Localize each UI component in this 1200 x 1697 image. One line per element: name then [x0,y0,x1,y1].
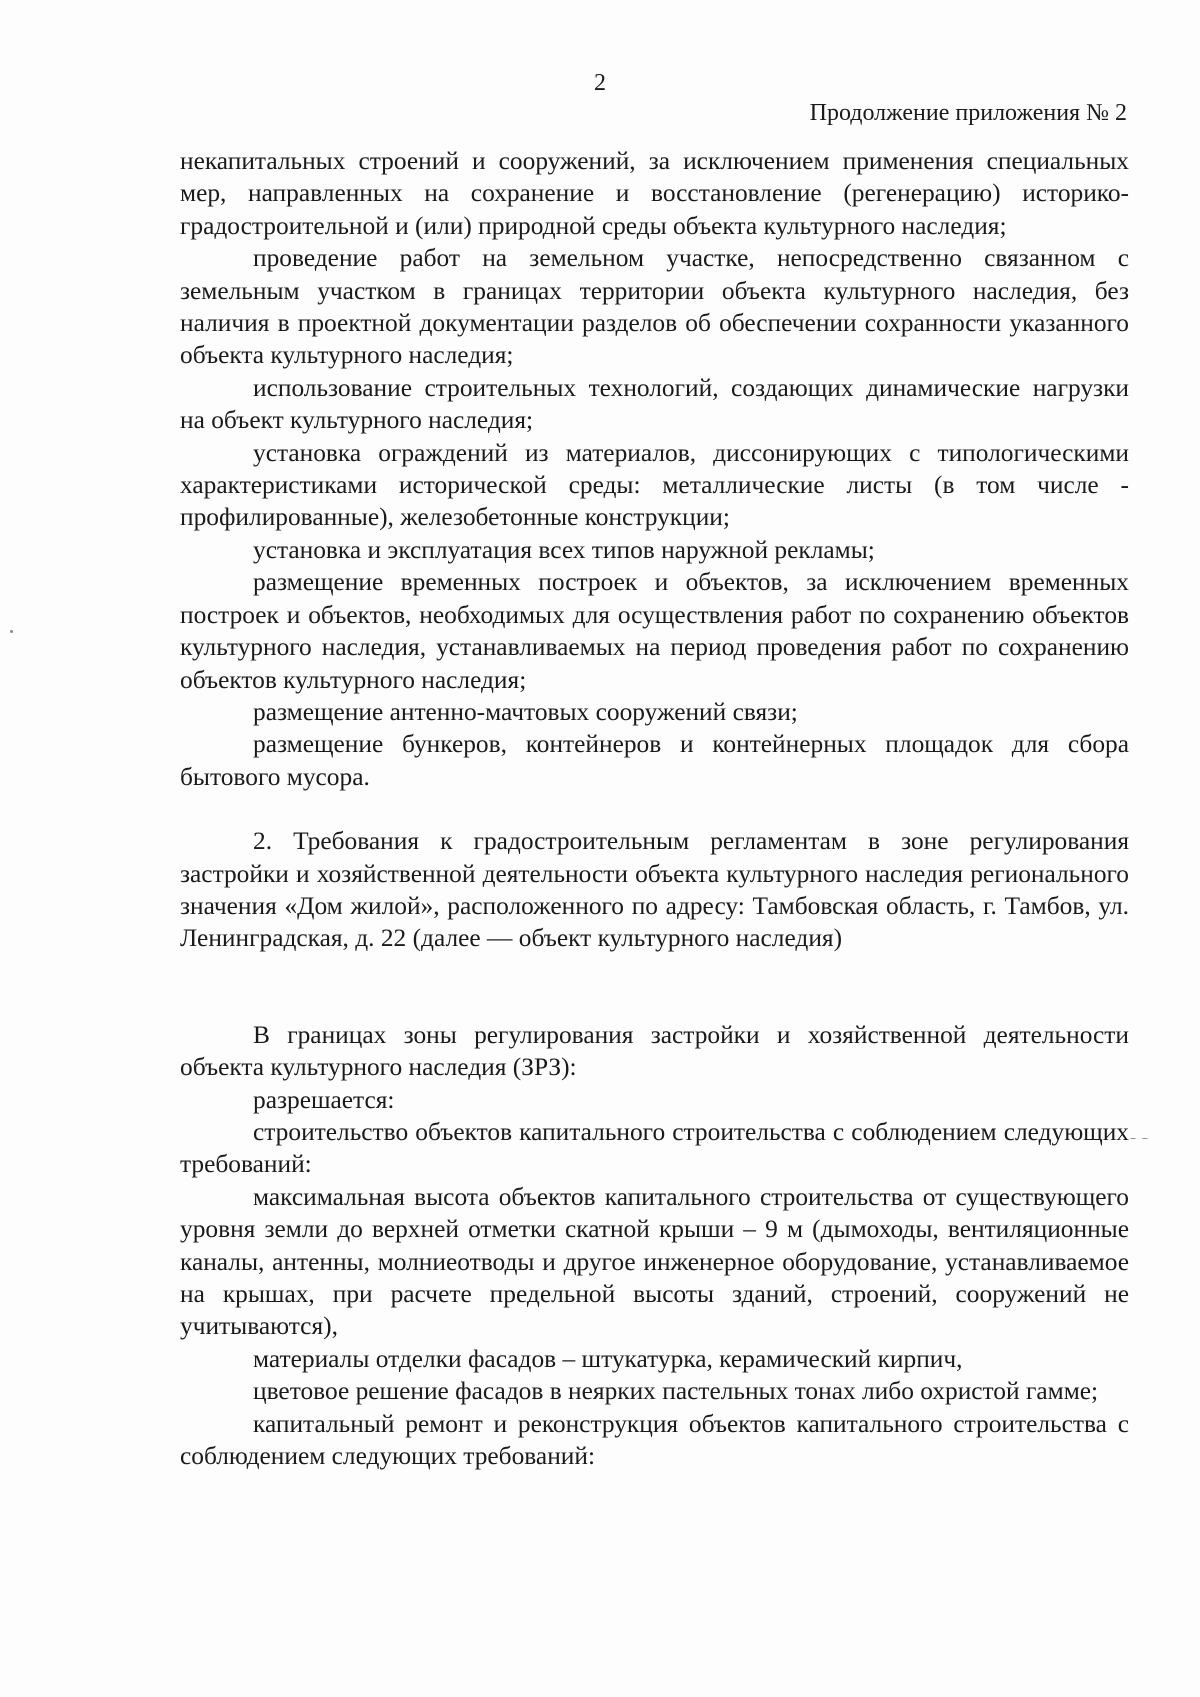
paragraph: установка ограждений из материалов, диссонирующих с типологическими характеристиками исторической среды: металлические листы (в том числе - профилированные), железобетонные конструкции; [180,438,1129,532]
section-heading: 2. Требования к градостроительным регламентам в зоне регулирования застройки и хозяйственной деятельности объекта культурного наследия регионального значения «Дом жилой», расположенного по адресу: Тамбовская область, г. Тамбов, ул. Ленинградская, д. 22 (далее — объект культурного наследия) [180,827,1129,953]
paragraph: строительство объектов капитального строительства с соблюдением следующих требований: [180,1117,1129,1179]
paragraph: размещение временных построек и объектов, за исключением временных построек и объектов, необходимых для осуществления работ по сохранению объектов культурного наследия, устанавливаемых на период проведения работ по сохранению объектов культурного наследия; [180,568,1129,694]
page-number: 2 [594,70,606,96]
scan-speck [1130,1138,1136,1139]
paragraph: цветовое решение фасадов в неярких пастельных тонах либо охристой гамме; [253,1377,1099,1406]
scan-speck [10,630,13,633]
paragraph: разрешается: [253,1085,395,1114]
paragraph: капитальный ремонт и реконструкция объектов капитального строительства с соблюдением следующих требований: [180,1409,1129,1471]
paragraph: использование строительных технологий, создающих динамические нагрузки на объект культурного наследия; [180,373,1129,435]
paragraph: максимальная высота объектов капитального строительства от существующего уровня земли до верхней отметки скатной крыши – 9 м (дымоходы, вентиляционные каналы, антенны, молниеотводы и другое инженерное оборудование, устанавливаемое на крышах, при расчете предельной высоты зданий, строений, сооружений не учитываются), [180,1182,1129,1341]
paragraph: проведение работ на земельном участке, непосредственно связанном с земельным участком в границах территории объекта культурного наследия, без наличия в проектной документации разделов об обеспечении сохранности указанного объекта культурного наследия; [180,244,1129,370]
document-body [180,145,1129,1472]
paragraph: В границах зоны регулирования застройки и хозяйственной деятельности объекта культурного наследия (ЗРЗ): [180,1020,1129,1082]
paragraph: размещение бункеров, контейнеров и контейнерных площадок для сбора бытового мусора. [180,730,1129,791]
paragraph: установка и эксплуатация всех типов наружной рекламы; [253,535,875,564]
continuation-note: Продолжение приложения № 2 [809,100,1127,126]
paragraph: материалы отделки фасадов – штукатурка, керамический кирпич, [253,1344,963,1373]
paragraph: некапитальных строений и сооружений, за исключением применения специальных мер, направленных на сохранение и восстановление (регенерацию) историко-градостроительной и (или) природной среды объекта культурного наследия; [180,147,1129,240]
scan-speck [1142,1138,1148,1139]
paragraph: размещение антенно-мачтовых сооружений связи; [253,697,798,726]
